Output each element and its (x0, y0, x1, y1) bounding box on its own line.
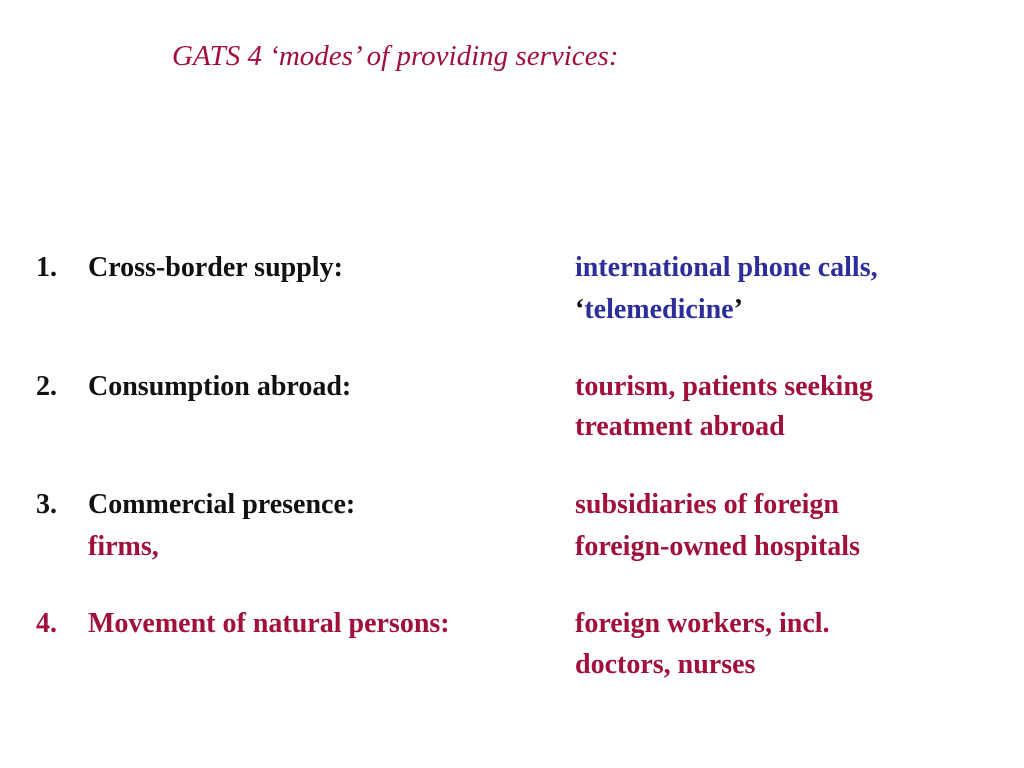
mode-1-number: 1. (36, 252, 57, 283)
mode-1-example-open-quote: ‘ (575, 294, 585, 325)
mode-3-number: 3. (36, 489, 57, 520)
mode-4-number: 4. (36, 608, 57, 639)
mode-3-name-extra: firms, (88, 531, 159, 562)
mode-1-example-close-quote: ’ (733, 294, 743, 325)
mode-2-example-line2: treatment abroad (575, 411, 785, 442)
mode-1-name: Cross-border supply: (88, 252, 343, 283)
mode-4-example-line2: doctors, nurses (575, 649, 756, 680)
mode-1-example-line2 (575, 296, 743, 324)
mode-2-number: 2. (36, 371, 57, 402)
mode-3-example-line2: foreign-owned hospitals (575, 531, 860, 562)
mode-2-example-line1: tourism, patients seeking (575, 371, 873, 402)
mode-1-example-line1: international phone calls, (575, 252, 878, 283)
mode-2-name: Consumption abroad: (88, 371, 352, 402)
mode-1-example-telemedicine: telemedicine (584, 294, 734, 325)
mode-4-name: Movement of natural persons: (88, 608, 450, 639)
slide-title: GATS 4 ‘modes’ of providing services: (172, 40, 619, 72)
mode-3-name: Commercial presence: (88, 489, 356, 520)
mode-4-example-line1: foreign workers, incl. (575, 608, 830, 639)
mode-3-example-line1: subsidiaries of foreign (575, 489, 839, 520)
